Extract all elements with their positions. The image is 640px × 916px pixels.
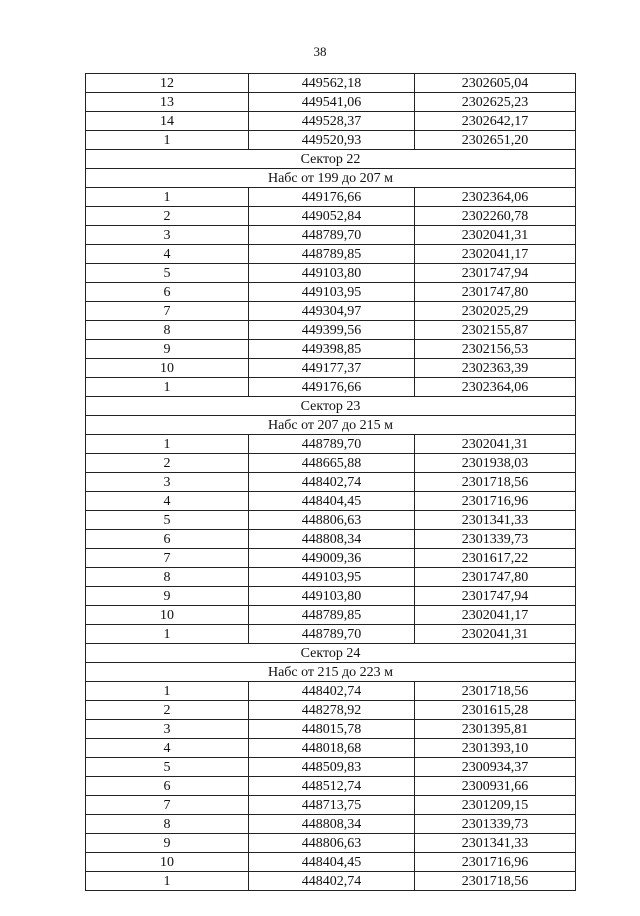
x-coordinate-cell: 449177,37 [249, 359, 415, 378]
sector-title-row [86, 644, 576, 663]
y-coordinate-cell: 2301938,03 [415, 454, 576, 473]
sector-height-row [86, 663, 576, 682]
y-coordinate-cell: 2302155,87 [415, 321, 576, 340]
page-number: 38 [313, 44, 327, 59]
x-coordinate-cell: 448404,45 [249, 492, 415, 511]
sector-height-row [86, 416, 576, 435]
point-number-cell: 1 [86, 435, 249, 454]
y-coordinate-cell: 2302364,06 [415, 378, 576, 397]
x-coordinate-cell: 448789,85 [249, 245, 415, 264]
point-number-cell: 9 [86, 587, 249, 606]
table-row [86, 226, 576, 245]
x-coordinate-cell: 448665,88 [249, 454, 415, 473]
y-coordinate-cell: 2301716,96 [415, 853, 576, 872]
x-coordinate-cell: 449103,80 [249, 587, 415, 606]
x-coordinate-cell: 449052,84 [249, 207, 415, 226]
table-row [86, 758, 576, 777]
table-row [86, 606, 576, 625]
table-row [86, 739, 576, 758]
point-number-cell: 7 [86, 549, 249, 568]
table-row [86, 93, 576, 112]
point-number-cell: 10 [86, 606, 249, 625]
point-number-cell: 12 [86, 74, 249, 93]
y-coordinate-cell: 2301341,33 [415, 834, 576, 853]
y-coordinate-cell: 2301747,80 [415, 283, 576, 302]
x-coordinate-cell: 448402,74 [249, 872, 415, 891]
point-number-cell: 4 [86, 492, 249, 511]
table-row [86, 492, 576, 511]
y-coordinate-cell: 2301393,10 [415, 739, 576, 758]
point-number-cell: 8 [86, 321, 249, 340]
y-coordinate-cell: 2302041,31 [415, 625, 576, 644]
y-coordinate-cell: 2302651,20 [415, 131, 576, 150]
point-number-cell: 9 [86, 340, 249, 359]
x-coordinate-cell: 449398,85 [249, 340, 415, 359]
x-coordinate-cell: 448808,34 [249, 530, 415, 549]
table-row [86, 245, 576, 264]
y-coordinate-cell: 2302364,06 [415, 188, 576, 207]
point-number-cell: 1 [86, 682, 249, 701]
x-coordinate-cell: 448015,78 [249, 720, 415, 739]
x-coordinate-cell: 449103,95 [249, 568, 415, 587]
y-coordinate-cell: 2301339,73 [415, 815, 576, 834]
table-row [86, 378, 576, 397]
x-coordinate-cell: 448018,68 [249, 739, 415, 758]
y-coordinate-cell: 2300931,66 [415, 777, 576, 796]
table-row [86, 834, 576, 853]
table-row [86, 340, 576, 359]
table-row [86, 625, 576, 644]
x-coordinate-cell: 448402,74 [249, 682, 415, 701]
x-coordinate-cell: 448404,45 [249, 853, 415, 872]
y-coordinate-cell: 2302025,29 [415, 302, 576, 321]
table-row [86, 796, 576, 815]
x-coordinate-cell: 449304,97 [249, 302, 415, 321]
point-number-cell: 4 [86, 245, 249, 264]
table-row [86, 777, 576, 796]
sector-height-range: Набс от 199 до 207 м [86, 169, 576, 188]
table-row [86, 359, 576, 378]
table-row [86, 720, 576, 739]
x-coordinate-cell: 448789,70 [249, 625, 415, 644]
point-number-cell: 8 [86, 568, 249, 587]
x-coordinate-cell: 448789,85 [249, 606, 415, 625]
x-coordinate-cell: 448402,74 [249, 473, 415, 492]
table-row [86, 511, 576, 530]
y-coordinate-cell: 2302625,23 [415, 93, 576, 112]
point-number-cell: 2 [86, 207, 249, 226]
point-number-cell: 7 [86, 796, 249, 815]
table-row [86, 131, 576, 150]
y-coordinate-cell: 2302041,31 [415, 435, 576, 454]
sector-height-row [86, 169, 576, 188]
y-coordinate-cell: 2302642,17 [415, 112, 576, 131]
table-row [86, 815, 576, 834]
y-coordinate-cell: 2301718,56 [415, 872, 576, 891]
x-coordinate-cell: 448806,63 [249, 511, 415, 530]
coordinates-table-body [86, 74, 576, 891]
sector-title-row [86, 150, 576, 169]
table-row [86, 701, 576, 720]
table-row [86, 283, 576, 302]
table-row [86, 568, 576, 587]
x-coordinate-cell: 449562,18 [249, 74, 415, 93]
x-coordinate-cell: 449399,56 [249, 321, 415, 340]
y-coordinate-cell: 2302260,78 [415, 207, 576, 226]
point-number-cell: 2 [86, 701, 249, 720]
point-number-cell: 9 [86, 834, 249, 853]
point-number-cell: 8 [86, 815, 249, 834]
table-row [86, 473, 576, 492]
y-coordinate-cell: 2302041,17 [415, 606, 576, 625]
sector-height-range: Набс от 207 до 215 м [86, 416, 576, 435]
y-coordinate-cell: 2301716,96 [415, 492, 576, 511]
table-row [86, 549, 576, 568]
y-coordinate-cell: 2301747,94 [415, 264, 576, 283]
x-coordinate-cell: 448713,75 [249, 796, 415, 815]
sector-height-range: Набс от 215 до 223 м [86, 663, 576, 682]
table-row [86, 682, 576, 701]
y-coordinate-cell: 2301615,28 [415, 701, 576, 720]
point-number-cell: 1 [86, 872, 249, 891]
x-coordinate-cell: 449541,06 [249, 93, 415, 112]
y-coordinate-cell: 2302041,31 [415, 226, 576, 245]
sector-title: Сектор 22 [86, 150, 576, 169]
point-number-cell: 1 [86, 188, 249, 207]
y-coordinate-cell: 2301617,22 [415, 549, 576, 568]
x-coordinate-cell: 448278,92 [249, 701, 415, 720]
x-coordinate-cell: 449176,66 [249, 188, 415, 207]
point-number-cell: 5 [86, 511, 249, 530]
x-coordinate-cell: 448806,63 [249, 834, 415, 853]
point-number-cell: 1 [86, 378, 249, 397]
point-number-cell: 6 [86, 283, 249, 302]
point-number-cell: 3 [86, 720, 249, 739]
point-number-cell: 6 [86, 530, 249, 549]
point-number-cell: 10 [86, 853, 249, 872]
table-row [86, 302, 576, 321]
point-number-cell: 6 [86, 777, 249, 796]
y-coordinate-cell: 2301747,80 [415, 568, 576, 587]
y-coordinate-cell: 2301339,73 [415, 530, 576, 549]
point-number-cell: 5 [86, 758, 249, 777]
point-number-cell: 3 [86, 226, 249, 245]
table-row [86, 872, 576, 891]
y-coordinate-cell: 2301341,33 [415, 511, 576, 530]
x-coordinate-cell: 449009,36 [249, 549, 415, 568]
y-coordinate-cell: 2301395,81 [415, 720, 576, 739]
table-row [86, 435, 576, 454]
x-coordinate-cell: 448512,74 [249, 777, 415, 796]
x-coordinate-cell: 448509,83 [249, 758, 415, 777]
x-coordinate-cell: 449520,93 [249, 131, 415, 150]
table-row [86, 530, 576, 549]
y-coordinate-cell: 2300934,37 [415, 758, 576, 777]
x-coordinate-cell: 449103,95 [249, 283, 415, 302]
table-row [86, 207, 576, 226]
y-coordinate-cell: 2302605,04 [415, 74, 576, 93]
table-row [86, 112, 576, 131]
y-coordinate-cell: 2301209,15 [415, 796, 576, 815]
y-coordinate-cell: 2302363,39 [415, 359, 576, 378]
coordinates-table [85, 73, 576, 891]
table-row [86, 587, 576, 606]
y-coordinate-cell: 2301718,56 [415, 682, 576, 701]
y-coordinate-cell: 2301747,94 [415, 587, 576, 606]
point-number-cell: 4 [86, 739, 249, 758]
table-row [86, 264, 576, 283]
y-coordinate-cell: 2301718,56 [415, 473, 576, 492]
point-number-cell: 1 [86, 131, 249, 150]
point-number-cell: 10 [86, 359, 249, 378]
sector-title: Сектор 24 [86, 644, 576, 663]
x-coordinate-cell: 449176,66 [249, 378, 415, 397]
x-coordinate-cell: 449103,80 [249, 264, 415, 283]
x-coordinate-cell: 448789,70 [249, 435, 415, 454]
table-row [86, 454, 576, 473]
x-coordinate-cell: 448808,34 [249, 815, 415, 834]
x-coordinate-cell: 448789,70 [249, 226, 415, 245]
point-number-cell: 14 [86, 112, 249, 131]
point-number-cell: 3 [86, 473, 249, 492]
y-coordinate-cell: 2302041,17 [415, 245, 576, 264]
table-row [86, 853, 576, 872]
y-coordinate-cell: 2302156,53 [415, 340, 576, 359]
table-row [86, 321, 576, 340]
point-number-cell: 2 [86, 454, 249, 473]
point-number-cell: 1 [86, 625, 249, 644]
table-row [86, 188, 576, 207]
sector-title: Сектор 23 [86, 397, 576, 416]
point-number-cell: 5 [86, 264, 249, 283]
sector-title-row [86, 397, 576, 416]
x-coordinate-cell: 449528,37 [249, 112, 415, 131]
point-number-cell: 13 [86, 93, 249, 112]
table-row [86, 74, 576, 93]
point-number-cell: 7 [86, 302, 249, 321]
